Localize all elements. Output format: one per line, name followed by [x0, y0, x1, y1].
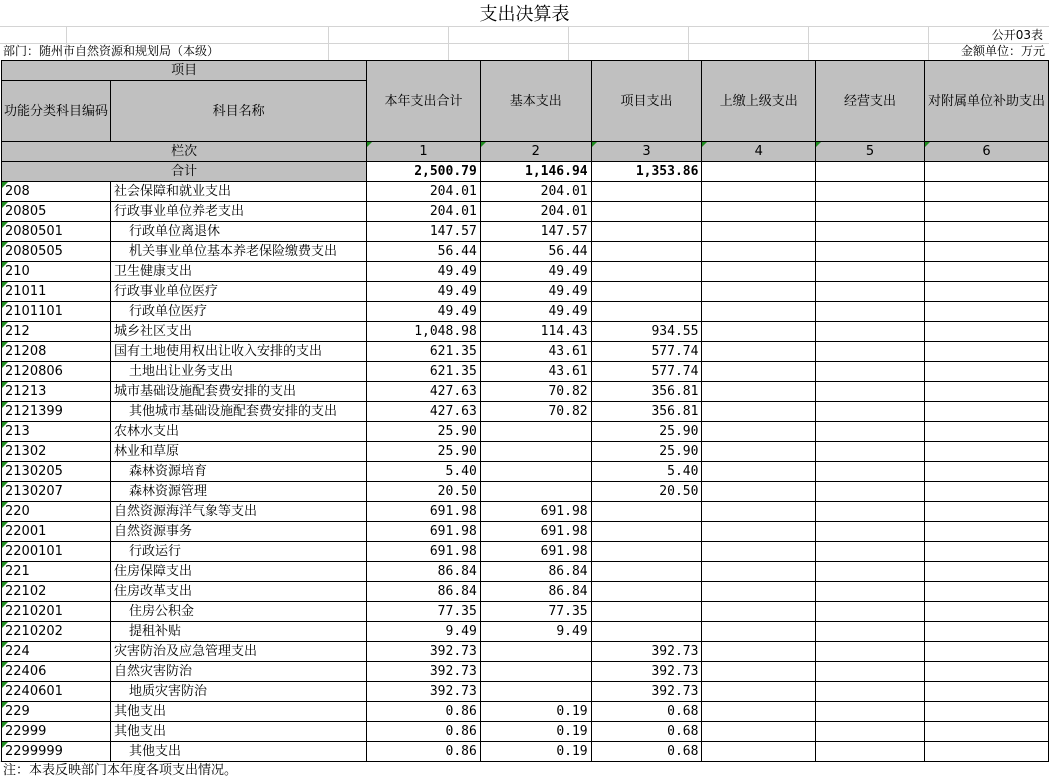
- amount-subsidy: [924, 322, 1048, 342]
- amount-total: 49.49: [367, 282, 481, 302]
- amount-subsidy: [924, 202, 1048, 222]
- amount-subsidy: [924, 242, 1048, 262]
- subject-name: 行政单位医疗: [111, 302, 367, 322]
- subject-name: 城乡社区支出: [111, 322, 367, 342]
- amount-upper: [702, 742, 816, 762]
- amount-total: 49.49: [367, 302, 481, 322]
- amount-project: [591, 622, 702, 642]
- amount-basic: [480, 682, 591, 702]
- amount-total: 147.57: [367, 222, 481, 242]
- amount-upper: [702, 182, 816, 202]
- amount-subsidy: [924, 542, 1048, 562]
- amount-subsidy: [924, 722, 1048, 742]
- subject-name: 自然资源事务: [111, 522, 367, 542]
- subject-code: 212: [2, 322, 111, 342]
- total-business: [816, 162, 925, 182]
- amount-basic: 49.49: [480, 282, 591, 302]
- amount-business: [816, 342, 925, 362]
- amount-basic: [480, 662, 591, 682]
- amount-subsidy: [924, 642, 1048, 662]
- amount-subsidy: [924, 382, 1048, 402]
- amount-subsidy: [924, 522, 1048, 542]
- amount-upper: [702, 722, 816, 742]
- subject-code: 2120806: [2, 362, 111, 382]
- amount-project: 0.68: [591, 722, 702, 742]
- amount-basic: 147.57: [480, 222, 591, 242]
- amount-project: 392.73: [591, 662, 702, 682]
- subject-code: 22102: [2, 582, 111, 602]
- subject-name: 森林资源管理: [111, 482, 367, 502]
- subject-name: 灾害防治及应急管理支出: [111, 642, 367, 662]
- subject-code: 22406: [2, 662, 111, 682]
- amount-business: [816, 642, 925, 662]
- amount-basic: 70.82: [480, 382, 591, 402]
- amount-project: [591, 222, 702, 242]
- amount-total: 25.90: [367, 442, 481, 462]
- table-note: 注：本表反映部门本年度各项支出情况。: [3, 763, 238, 778]
- amount-upper: [702, 582, 816, 602]
- subject-name: 其他城市基础设施配套费安排的支出: [111, 402, 367, 422]
- amount-business: [816, 462, 925, 482]
- amount-basic: [480, 462, 591, 482]
- amount-basic: 0.19: [480, 722, 591, 742]
- amount-project: [591, 522, 702, 542]
- amount-total: 1,048.98: [367, 322, 481, 342]
- amount-upper: [702, 362, 816, 382]
- amount-upper: [702, 462, 816, 482]
- amount-upper: [702, 482, 816, 502]
- column-number: 2: [480, 142, 591, 162]
- amount-subsidy: [924, 422, 1048, 442]
- amount-upper: [702, 382, 816, 402]
- subject-code: 210: [2, 262, 111, 282]
- amount-basic: 9.49: [480, 622, 591, 642]
- amount-upper: [702, 262, 816, 282]
- amount-project: 20.50: [591, 482, 702, 502]
- amount-basic: 86.84: [480, 582, 591, 602]
- amount-upper: [702, 542, 816, 562]
- table-row: [2, 522, 1049, 542]
- amount-subsidy: [924, 262, 1048, 282]
- amount-total: 0.86: [367, 722, 481, 742]
- amount-business: [816, 202, 925, 222]
- department-label: 部门：随州市自然资源和规划局（本级）: [3, 44, 220, 58]
- amount-upper: [702, 522, 816, 542]
- total-project: 1,353.86: [591, 162, 702, 182]
- amount-business: [816, 482, 925, 502]
- amount-business: [816, 602, 925, 622]
- amount-business: [816, 282, 925, 302]
- amount-total: 691.98: [367, 542, 481, 562]
- subject-name: 行政单位离退休: [111, 222, 367, 242]
- amount-subsidy: [924, 582, 1048, 602]
- amount-upper: [702, 402, 816, 422]
- column-number: 1: [367, 142, 481, 162]
- table-row: [2, 462, 1049, 482]
- subject-name: 自然资源海洋气象等支出: [111, 502, 367, 522]
- amount-total: 0.86: [367, 742, 481, 762]
- amount-subsidy: [924, 462, 1048, 482]
- amount-business: [816, 522, 925, 542]
- subject-name: 住房改革支出: [111, 582, 367, 602]
- amount-project: 5.40: [591, 462, 702, 482]
- amount-basic: 0.19: [480, 702, 591, 722]
- header-col-basic: 基本支出: [480, 61, 591, 142]
- amount-business: [816, 702, 925, 722]
- subject-name: 社会保障和就业支出: [111, 182, 367, 202]
- amount-project: 577.74: [591, 362, 702, 382]
- table-row: [2, 302, 1049, 322]
- column-number: 6: [924, 142, 1048, 162]
- amount-project: 0.68: [591, 742, 702, 762]
- amount-project: [591, 282, 702, 302]
- subject-code: 213: [2, 422, 111, 442]
- subject-code: 2121399: [2, 402, 111, 422]
- page-title: 支出决算表: [479, 4, 570, 25]
- amount-upper: [702, 242, 816, 262]
- subject-code: 220: [2, 502, 111, 522]
- subject-code: 21208: [2, 342, 111, 362]
- amount-subsidy: [924, 602, 1048, 622]
- table-row: [2, 222, 1049, 242]
- amount-business: [816, 322, 925, 342]
- form-number: 公开03表: [991, 28, 1043, 42]
- amount-subsidy: [924, 182, 1048, 202]
- amount-upper: [702, 642, 816, 662]
- header-row-number-label: 栏次: [2, 142, 367, 162]
- subject-code: 20805: [2, 202, 111, 222]
- subject-code: 2080501: [2, 222, 111, 242]
- subject-name: 自然灾害防治: [111, 662, 367, 682]
- total-amount: 2,500.79: [367, 162, 481, 182]
- amount-business: [816, 662, 925, 682]
- amount-project: [591, 242, 702, 262]
- table-row: [2, 582, 1049, 602]
- subject-name: 提租补贴: [111, 622, 367, 642]
- subject-code: 22001: [2, 522, 111, 542]
- subject-name: 城市基础设施配套费安排的支出: [111, 382, 367, 402]
- amount-project: 392.73: [591, 642, 702, 662]
- subject-code: 2210202: [2, 622, 111, 642]
- table-row: [2, 242, 1049, 262]
- table-row: [2, 562, 1049, 582]
- amount-subsidy: [924, 662, 1048, 682]
- table-row: [2, 662, 1049, 682]
- amount-upper: [702, 342, 816, 362]
- column-number: 4: [702, 142, 816, 162]
- amount-upper: [702, 682, 816, 702]
- amount-total: 86.84: [367, 582, 481, 602]
- subject-code: 22999: [2, 722, 111, 742]
- subject-code: 21302: [2, 442, 111, 462]
- amount-total: 392.73: [367, 662, 481, 682]
- subject-name: 行政运行: [111, 542, 367, 562]
- table-row: [2, 402, 1049, 422]
- subject-name: 国有土地使用权出让收入安排的支出: [111, 342, 367, 362]
- column-number: 3: [591, 142, 702, 162]
- subject-code: 2080505: [2, 242, 111, 262]
- amount-total: 0.86: [367, 702, 481, 722]
- table-row: [2, 442, 1049, 462]
- amount-business: [816, 422, 925, 442]
- amount-business: [816, 242, 925, 262]
- subject-name: 森林资源培育: [111, 462, 367, 482]
- amount-total: 49.49: [367, 262, 481, 282]
- amount-total: 392.73: [367, 642, 481, 662]
- amount-subsidy: [924, 282, 1048, 302]
- table-row: [2, 262, 1049, 282]
- amount-subsidy: [924, 622, 1048, 642]
- amount-subsidy: [924, 342, 1048, 362]
- amount-basic: 49.49: [480, 302, 591, 322]
- amount-project: 25.90: [591, 422, 702, 442]
- amount-basic: 691.98: [480, 522, 591, 542]
- subject-code: 2200101: [2, 542, 111, 562]
- table-row: [2, 642, 1049, 662]
- amount-project: 392.73: [591, 682, 702, 702]
- subject-name: 地质灾害防治: [111, 682, 367, 702]
- table-row: [2, 722, 1049, 742]
- amount-upper: [702, 622, 816, 642]
- subject-code: 21011: [2, 282, 111, 302]
- subject-name: 其他支出: [111, 702, 367, 722]
- amount-project: [591, 582, 702, 602]
- amount-basic: 70.82: [480, 402, 591, 422]
- subject-name: 机关事业单位基本养老保险缴费支出: [111, 242, 367, 262]
- table-row: [2, 282, 1049, 302]
- table-row: [2, 422, 1049, 442]
- amount-upper: [702, 702, 816, 722]
- amount-total: 25.90: [367, 422, 481, 442]
- amount-subsidy: [924, 302, 1048, 322]
- subject-name: 农林水支出: [111, 422, 367, 442]
- amount-subsidy: [924, 482, 1048, 502]
- table-row: [2, 542, 1049, 562]
- amount-basic: 49.49: [480, 262, 591, 282]
- amount-basic: 691.98: [480, 502, 591, 522]
- amount-upper: [702, 562, 816, 582]
- header-col-subsidy: 对附属单位补助支出: [924, 61, 1048, 142]
- amount-upper: [702, 282, 816, 302]
- amount-project: 0.68: [591, 702, 702, 722]
- amount-project: [591, 262, 702, 282]
- amount-basic: 77.35: [480, 602, 591, 622]
- amount-total: 427.63: [367, 382, 481, 402]
- amount-basic: 204.01: [480, 182, 591, 202]
- amount-business: [816, 302, 925, 322]
- amount-business: [816, 742, 925, 762]
- subject-code: 21213: [2, 382, 111, 402]
- column-number: 5: [816, 142, 925, 162]
- amount-business: [816, 362, 925, 382]
- subject-code: 2210201: [2, 602, 111, 622]
- amount-project: 25.90: [591, 442, 702, 462]
- table-row: [2, 202, 1049, 222]
- amount-business: [816, 622, 925, 642]
- total-basic: 1,146.94: [480, 162, 591, 182]
- amount-subsidy: [924, 502, 1048, 522]
- amount-subsidy: [924, 682, 1048, 702]
- table-row: [2, 322, 1049, 342]
- amount-upper: [702, 222, 816, 242]
- amount-project: 356.81: [591, 382, 702, 402]
- header-col-total: 本年支出合计: [367, 61, 481, 142]
- amount-total: 86.84: [367, 562, 481, 582]
- subject-name: 其他支出: [111, 722, 367, 742]
- amount-business: [816, 582, 925, 602]
- amount-project: [591, 502, 702, 522]
- amount-business: [816, 402, 925, 422]
- total-subsidy: [924, 162, 1048, 182]
- amount-upper: [702, 602, 816, 622]
- subject-name: 卫生健康支出: [111, 262, 367, 282]
- amount-upper: [702, 662, 816, 682]
- amount-subsidy: [924, 742, 1048, 762]
- subject-code: 2130205: [2, 462, 111, 482]
- amount-business: [816, 562, 925, 582]
- subject-name: 土地出让业务支出: [111, 362, 367, 382]
- amount-basic: 204.01: [480, 202, 591, 222]
- amount-basic: 114.43: [480, 322, 591, 342]
- amount-project: [591, 602, 702, 622]
- amount-total: 204.01: [367, 202, 481, 222]
- subject-code: 224: [2, 642, 111, 662]
- amount-total: 691.98: [367, 502, 481, 522]
- table-row: [2, 622, 1049, 642]
- amount-business: [816, 182, 925, 202]
- header-item-group: 项目: [2, 61, 367, 81]
- amount-project: [591, 182, 702, 202]
- amount-project: [591, 302, 702, 322]
- amount-basic: [480, 642, 591, 662]
- subject-code: 2130207: [2, 482, 111, 502]
- subject-name: 行政事业单位养老支出: [111, 202, 367, 222]
- total-row: [2, 162, 1049, 182]
- subject-name: 住房保障支出: [111, 562, 367, 582]
- amount-total: 204.01: [367, 182, 481, 202]
- table-row: [2, 482, 1049, 502]
- table-row: [2, 182, 1049, 202]
- subject-name: 行政事业单位医疗: [111, 282, 367, 302]
- amount-basic: 691.98: [480, 542, 591, 562]
- amount-upper: [702, 422, 816, 442]
- amount-business: [816, 222, 925, 242]
- subject-code: 208: [2, 182, 111, 202]
- amount-project: 356.81: [591, 402, 702, 422]
- table-row: [2, 702, 1049, 722]
- amount-basic: 0.19: [480, 742, 591, 762]
- amount-upper: [702, 202, 816, 222]
- table-row: [2, 342, 1049, 362]
- subject-code: 2299999: [2, 742, 111, 762]
- amount-total: 691.98: [367, 522, 481, 542]
- amount-project: [591, 562, 702, 582]
- table-row: [2, 742, 1049, 762]
- table-row: [2, 602, 1049, 622]
- amount-basic: 43.61: [480, 362, 591, 382]
- amount-total: 9.49: [367, 622, 481, 642]
- table-row: [2, 382, 1049, 402]
- amount-upper: [702, 442, 816, 462]
- amount-business: [816, 442, 925, 462]
- amount-basic: 43.61: [480, 342, 591, 362]
- amount-project: [591, 202, 702, 222]
- amount-basic: 86.84: [480, 562, 591, 582]
- header-col-business: 经营支出: [816, 61, 925, 142]
- amount-subsidy: [924, 402, 1048, 422]
- amount-subsidy: [924, 362, 1048, 382]
- amount-project: 934.55: [591, 322, 702, 342]
- amount-business: [816, 722, 925, 742]
- amount-business: [816, 682, 925, 702]
- amount-subsidy: [924, 222, 1048, 242]
- amount-business: [816, 382, 925, 402]
- amount-total: 5.40: [367, 462, 481, 482]
- amount-total: 77.35: [367, 602, 481, 622]
- header-col-upper: 上缴上级支出: [702, 61, 816, 142]
- amount-upper: [702, 502, 816, 522]
- subject-code: 2101101: [2, 302, 111, 322]
- amount-total: 427.63: [367, 402, 481, 422]
- table-row: [2, 682, 1049, 702]
- amount-unit-label: 金额单位：万元: [960, 44, 1045, 58]
- header-func-code: 功能分类科目编码: [2, 81, 111, 142]
- amount-business: [816, 542, 925, 562]
- amount-basic: [480, 422, 591, 442]
- amount-total: 56.44: [367, 242, 481, 262]
- amount-total: 392.73: [367, 682, 481, 702]
- amount-project: 577.74: [591, 342, 702, 362]
- amount-subsidy: [924, 562, 1048, 582]
- amount-total: 621.35: [367, 342, 481, 362]
- table-row: [2, 362, 1049, 382]
- amount-subsidy: [924, 442, 1048, 462]
- amount-total: 621.35: [367, 362, 481, 382]
- subject-code: 221: [2, 562, 111, 582]
- amount-subsidy: [924, 702, 1048, 722]
- header-subject-name: 科目名称: [111, 81, 367, 142]
- expenditure-table: [1, 60, 1049, 762]
- amount-total: 20.50: [367, 482, 481, 502]
- total-upper: [702, 162, 816, 182]
- amount-project: [591, 542, 702, 562]
- amount-basic: [480, 442, 591, 462]
- amount-upper: [702, 322, 816, 342]
- subject-name: 林业和草原: [111, 442, 367, 462]
- total-label: 合计: [2, 162, 367, 182]
- amount-upper: [702, 302, 816, 322]
- table-row: [2, 502, 1049, 522]
- amount-business: [816, 502, 925, 522]
- subject-name: 住房公积金: [111, 602, 367, 622]
- amount-basic: [480, 482, 591, 502]
- header-col-project: 项目支出: [591, 61, 702, 142]
- amount-business: [816, 262, 925, 282]
- subject-code: 229: [2, 702, 111, 722]
- amount-basic: 56.44: [480, 242, 591, 262]
- subject-code: 2240601: [2, 682, 111, 702]
- subject-name: 其他支出: [111, 742, 367, 762]
